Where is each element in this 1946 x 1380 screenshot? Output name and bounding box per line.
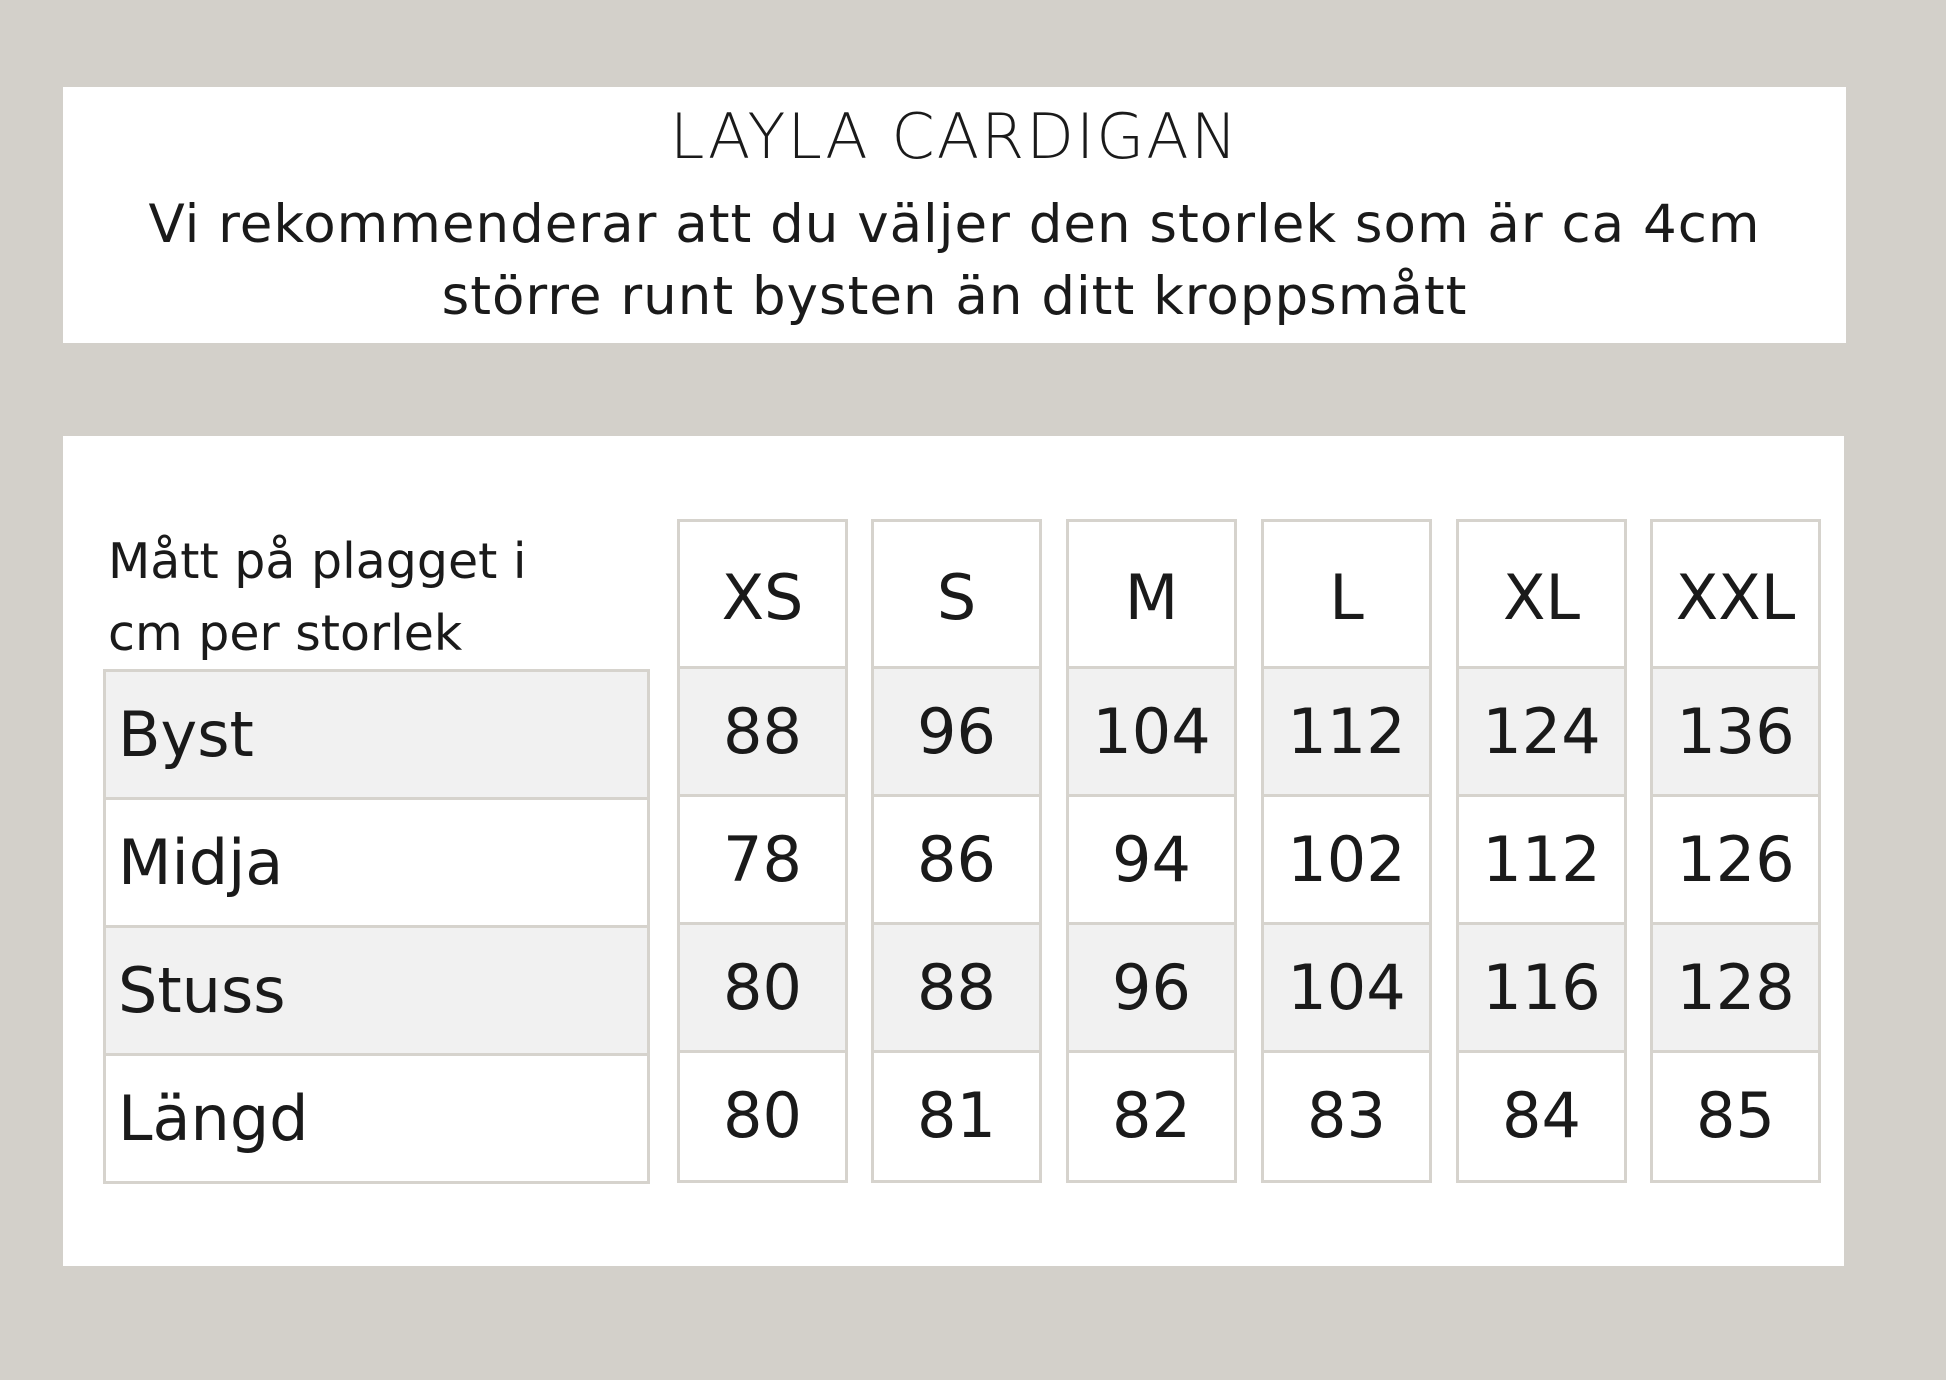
size-header-xl: XL (1459, 522, 1624, 669)
cell-s-byst: 96 (874, 669, 1039, 797)
size-column-xs (677, 519, 848, 1183)
corner-label-line-1: Mått på plagget i (108, 533, 527, 590)
cell-xxl-byst: 136 (1653, 669, 1818, 797)
cell-xl-midja: 112 (1459, 797, 1624, 925)
cell-xxl-langd: 85 (1696, 1079, 1775, 1152)
header-panel (63, 87, 1846, 343)
product-title: LAYLA CARDIGAN (669, 100, 1240, 173)
cell-xs-langd: 80 (723, 1079, 802, 1152)
cell-m-midja: 94 (1069, 797, 1234, 925)
cell-s-midja: 86 (874, 797, 1039, 925)
cell-xs-byst: 88 (680, 669, 845, 797)
size-column-xxl (1650, 519, 1821, 1183)
cell-l-langd: 83 (1307, 1079, 1386, 1152)
size-column-m (1066, 519, 1237, 1183)
cell-xl-stuss: 116 (1459, 925, 1624, 1053)
size-header-xxl: XXL (1653, 522, 1818, 669)
row-label-stuss: Stuss (106, 928, 647, 1056)
cell-s-langd: 81 (917, 1079, 996, 1152)
cell-l-midja: 102 (1264, 797, 1429, 925)
cell-m-stuss: 96 (1069, 925, 1234, 1053)
cell-s-stuss: 88 (874, 925, 1039, 1053)
size-recommendation-line-1: Vi rekommenderar att du väljer den storlek som är ca 4cm (148, 194, 1761, 255)
cell-xxl-stuss: 128 (1653, 925, 1818, 1053)
cell-m-byst: 104 (1069, 669, 1234, 797)
table-corner-label (108, 526, 527, 670)
cell-l-byst: 112 (1264, 669, 1429, 797)
size-recommendation-line-2: större runt bysten än ditt kroppsmått (441, 266, 1468, 327)
size-header-xs: XS (680, 522, 845, 669)
size-header-l: L (1264, 522, 1429, 669)
size-recommendation (63, 189, 1846, 333)
cell-xs-midja: 78 (680, 797, 845, 925)
cell-l-stuss: 104 (1264, 925, 1429, 1053)
size-column-xl (1456, 519, 1627, 1183)
measurement-label-column (103, 669, 650, 1184)
row-label-langd: Längd (118, 1082, 309, 1155)
size-column-s (871, 519, 1042, 1183)
cell-xl-langd: 84 (1502, 1079, 1581, 1152)
row-label-byst: Byst (106, 672, 647, 800)
corner-label-line-2: cm per storlek (108, 605, 463, 662)
cell-xl-byst: 124 (1459, 669, 1624, 797)
row-label-midja: Midja (106, 800, 647, 928)
cell-xxl-midja: 126 (1653, 797, 1818, 925)
cell-xs-stuss: 80 (680, 925, 845, 1053)
cell-m-langd: 82 (1112, 1079, 1191, 1152)
size-column-l (1261, 519, 1432, 1183)
size-header-m: M (1069, 522, 1234, 669)
size-header-s: S (874, 522, 1039, 669)
